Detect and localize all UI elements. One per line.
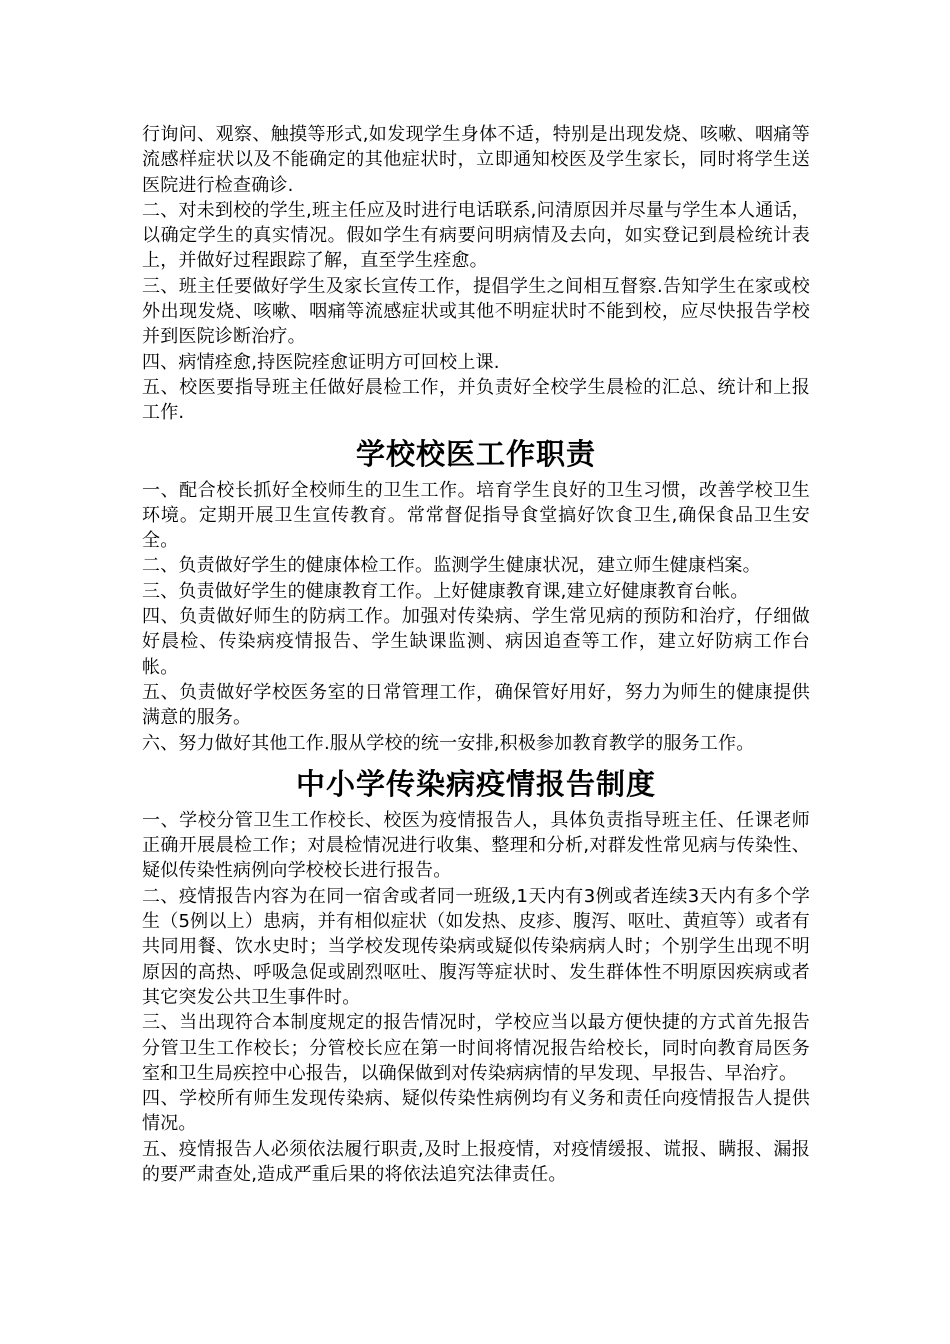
paragraph: 六、努力做好其他工作.服从学校的统一安排,积极参加教育教学的服务工作。 — [142, 732, 755, 754]
document-page — [142, 122, 810, 1187]
section-morning-check — [142, 122, 810, 426]
paragraph: 二、疫情报告内容为在同一宿舍或者同一班级,1天内有3例或者连续3天内有多个学生（5例以上）患病，并有相似症状（如发热、皮疹、腹泻、呕吐、黄疸等）或者有共同用餐、饮水史时；当学校发现传染病或疑似传染病病人时；个别学生出现不明原因的高热、呼吸急促或剧烈呕吐、腹泻等症状时、发生群体性不明原因疾病或者其它突发公共卫生事件时。 — [142, 885, 810, 1008]
paragraph: 四、负责做好师生的防病工作。加强对传染病、学生常见病的预防和治疗，仔细做好晨检、传染病疫情报告、学生缺课监测、病因追查等工作，建立好防病工作台帐。 — [142, 606, 810, 678]
section-heading: 中小学传染病疫情报告制度 — [295, 766, 656, 801]
paragraph: 行询问、观察、触摸等形式,如发现学生身体不适，特别是出现发烧、咳嗽、咽痛等流感样症状以及不能确定的其他症状时，立即通知校医及学生家长，同时将学生送医院进行检查确诊. — [142, 124, 810, 196]
paragraph: 五、疫情报告人必须依法履行职责,及时上报疫情，对疫情缓报、谎报、瞒报、漏报的要严肃查处,造成严重后果的将依法追究法律责任。 — [142, 1138, 810, 1185]
paragraph: 四、学校所有师生发现传染病、疑似传染性病例均有义务和责任向疫情报告人提供情况。 — [142, 1088, 810, 1135]
paragraph: 四、病情痊愈,持医院痊愈证明方可回校上课. — [142, 351, 500, 373]
section-heading: 学校校医工作职责 — [355, 436, 596, 471]
paragraph: 一、配合校长抓好全校师生的卫生工作。培育学生良好的卫生习惯，改善学校卫生环境。定期开展卫生宣传教育。常常督促指导食堂搞好饮食卫生,确保食品卫生安全。 — [142, 479, 810, 552]
paragraph: 三、当出现符合本制度规定的报告情况时，学校应当以最方便快捷的方式首先报告分管卫生工作校长；分管校长应在第一时间将情况报告给校长，同时向教育局医务室和卫生局疾控中心报告，以确保做到对传染病病情的早发现、早报告、早治疗。 — [142, 1012, 810, 1084]
paragraph: 五、负责做好学校医务室的日常管理工作，确保管好用好，努力为师生的健康提供满意的服务。 — [142, 681, 810, 729]
paragraph: 三、班主任要做好学生及家长宣传工作，提倡学生之间相互督察.告知学生在家或校外出现发烧、咳嗽、咽痛等流感症状或其他不明症状时不能到校，应尽快报告学校并到医院诊断治疗。 — [142, 275, 810, 348]
paragraph: 二、对未到校的学生,班主任应及时进行电话联系,问清原因并尽量与学生本人通话，以确定学生的真实情况。假如学生有病要问明病情及去向，如实登记到晨检统计表上，并做好过程跟踪了解，直至学生痊愈。 — [142, 199, 810, 272]
section-school-doctor-duties — [142, 432, 810, 756]
paragraph: 二、负责做好学生的健康体检工作。监测学生健康状况，建立师生健康档案。 — [142, 555, 761, 577]
section-epidemic-report-policy — [142, 762, 810, 1187]
paragraph: 一、学校分管卫生工作校长、校医为疫情报告人，具体负责指导班主任、任课老师正确开展晨检工作；对晨检情况进行收集、整理和分析,对群发性常见病与传染性、疑似传染性病例向学校校长进行报告。 — [142, 809, 810, 882]
paragraph: 五、校医要指导班主任做好晨检工作，并负责好全校学生晨检的汇总、统计和上报工作. — [142, 376, 810, 424]
paragraph: 三、负责做好学生的健康教育工作。上好健康教育课,建立好健康教育台帐。 — [142, 580, 749, 602]
